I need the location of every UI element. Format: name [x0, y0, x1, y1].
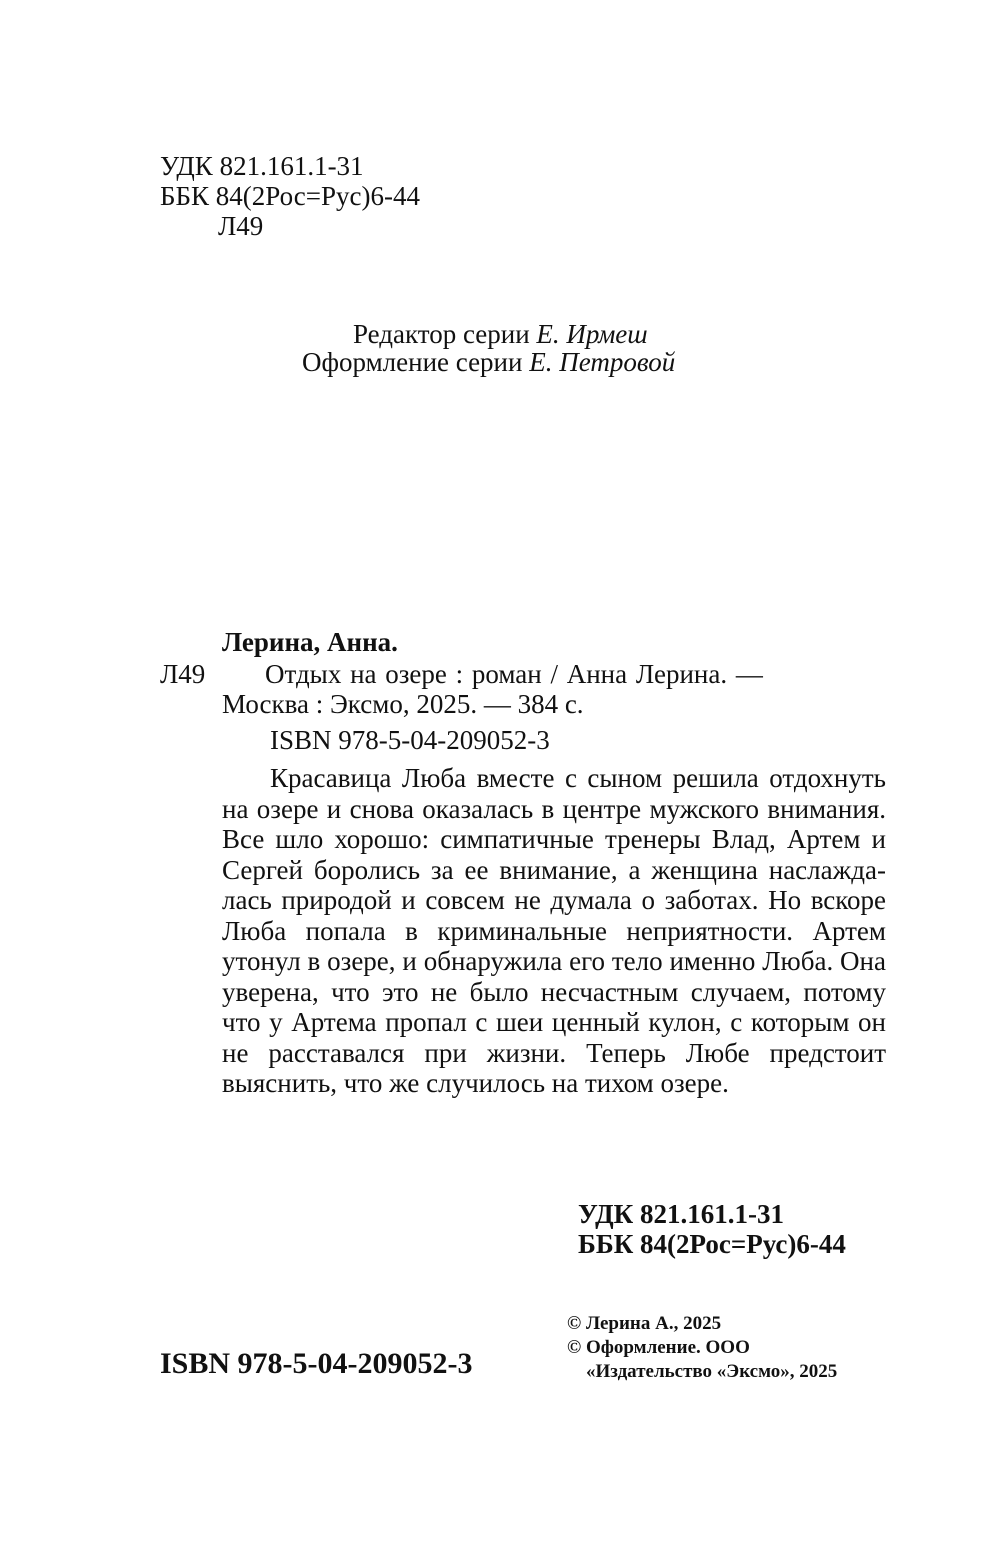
catalog-author: Лерина, Анна.: [222, 627, 398, 657]
footer-isbn: ISBN 978-5-04-209052-3: [160, 1347, 473, 1380]
copyright-design-line2: «Издательство «Эксмо», 2025: [586, 1361, 838, 1382]
catalog-isbn: ISBN 978-5-04-209052-3: [270, 725, 550, 755]
header-bbk: ББК 84(2Рос=Рус)6-44: [160, 181, 420, 211]
header-code: Л49: [218, 211, 264, 241]
editor-label: Редактор серии: [353, 319, 537, 349]
annotation: Красавица Люба вместе с сыном решила отдохнуть на озере и снова оказалась в центре мужского внимания. Все шло хорошо: симпатичные тренеры Влад, Артем и Сергей боролись за ее внимание, а женщина наслаждалась природой и совсем не думала о заботах. Но вскоре Люба попала в криминальные неприятности. Артем утонул в озере, и обнаружила его тело именно Люба. Она уверена, что это не было несчастным случаем, потому что у Артема пропал с шеи ценный кулон, с которым он не расставался при жизни. Теперь Любе предстоит выяснить, что же случилось на тихом озере.: [222, 763, 886, 1099]
copyright-design-line1: © Оформление. ООО: [567, 1337, 750, 1358]
design-credit: [302, 346, 675, 379]
catalog-code: Л49: [160, 659, 206, 689]
catalog-udk: УДК 821.161.1-31: [578, 1199, 784, 1229]
catalog-title-line: Отдых на озере : роман / Анна Лерина. —: [265, 659, 763, 689]
design-label: Оформление серии: [302, 347, 530, 377]
editor-name: Е. Ирмеш: [536, 319, 648, 349]
catalog-bbk: ББК 84(2Рос=Рус)6-44: [578, 1229, 846, 1259]
header-udk: УДК 821.161.1-31: [160, 151, 364, 181]
copyright-author: © Лерина А., 2025: [567, 1313, 722, 1334]
catalog-publisher-line: Москва : Эксмо, 2025. — 384 с.: [222, 689, 584, 719]
design-name: Е. Петровой: [529, 347, 676, 377]
